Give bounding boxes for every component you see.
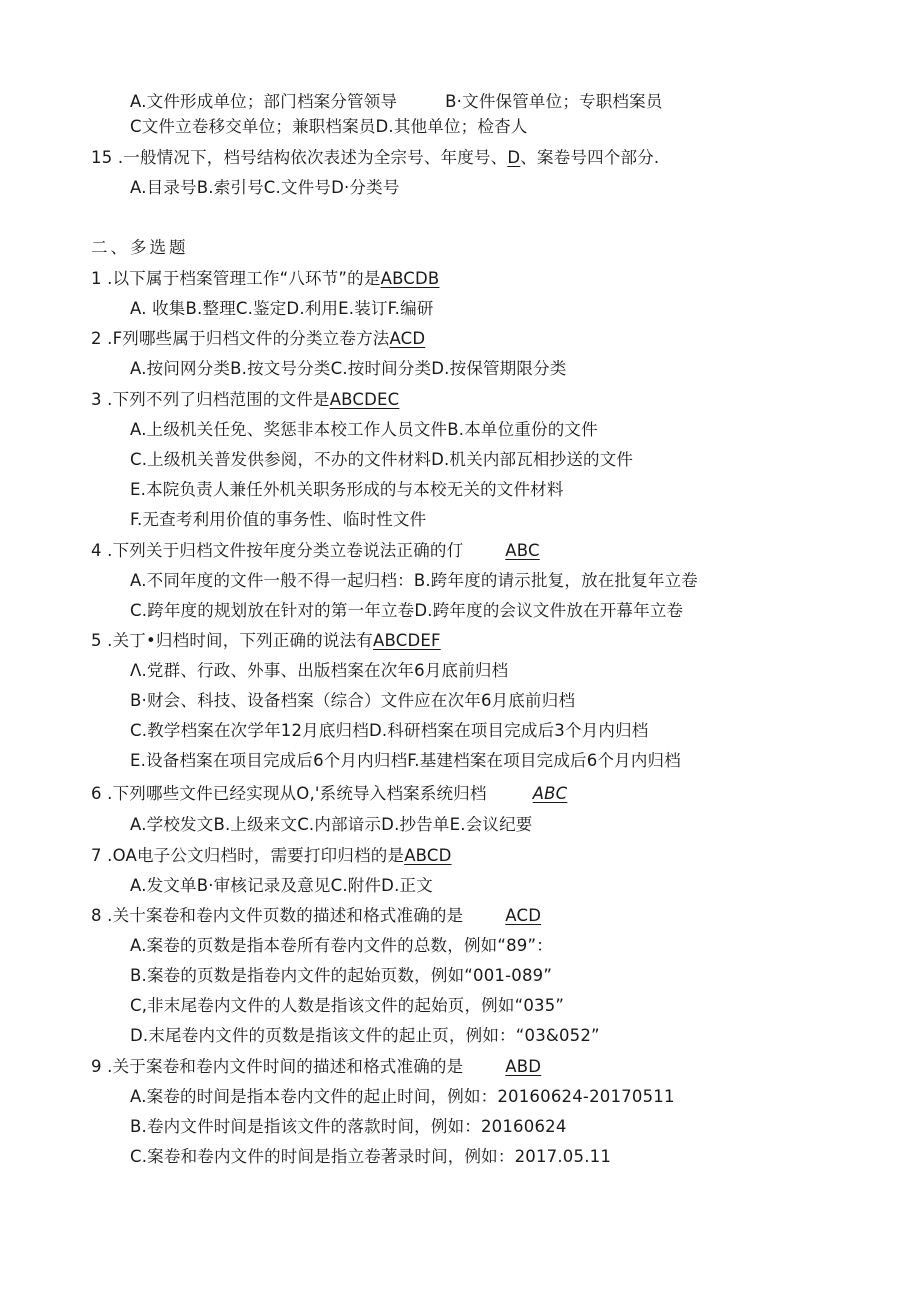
question-stem: 6 .下列哪些文件已经实现从O,'系统导入档案系统归档 [91, 784, 487, 803]
question-4 [91, 540, 540, 562]
question-stem: 9 .关于案卷和卷内文件时间的描述和格式准确的是 [91, 1057, 464, 1076]
option-line: B.卷内文件时间是指该文件的落款时间，例如：20160624 [130, 1117, 567, 1136]
answer-key: ABCDEC [329, 390, 400, 409]
option-line: C.上级机关普发供参阅，不办的文件材料D.机关内部瓦相抄送的文件 [130, 450, 634, 469]
option-line: A.案卷的时间是指本卷内文件的起止时间，例如：20160624-20170511 [130, 1087, 675, 1106]
answer-key: ABCD [404, 846, 452, 865]
question-stem: 1 .以下属于档案管理工作“八环节”的是 [91, 269, 381, 288]
answer-key: ABCDB [380, 269, 440, 288]
question-15 [91, 147, 659, 169]
section-title: 二、多选题 [91, 238, 189, 257]
question-5 [91, 630, 441, 652]
option-line: A. 收集B.整理C.鉴定D.利用E.装订F.编研 [130, 299, 434, 318]
question-stem: 3 .下列不列了归档范围的文件是 [91, 390, 330, 409]
option-text: A.文件形成单位；部门档案分管领导 [130, 92, 398, 111]
option-line: A.上级机关任免、奖惩非本校工作人员文件B.本单位重份的文件 [130, 420, 598, 439]
answer-key: ACD [505, 906, 542, 925]
option-line: A.学校发文B.上级来文C.内部谙示D.抄告单E.会议纪要 [130, 815, 533, 834]
option-line: E.设备档案在项目完成后6个月内归档F.基建档案在项目完成后6个月内归档 [130, 751, 681, 770]
option-line: A.不同年度的文件一般不得一起归档：B.跨年度的请示批复，放在批复年立卷 [130, 571, 699, 590]
question-1 [91, 268, 439, 290]
option-line: Λ.党群、行政、外事、出版档案在次年6月底前归档 [130, 661, 509, 680]
option-line: D.末尾卷内文件的页数是指该文件的起止页，例如：“03&052” [130, 1026, 600, 1045]
question-stem: 5 .关丁•归档时间，下列正确的说法有 [91, 631, 374, 650]
option-line: A.目录号B.索引号C.文件号D·分类号 [130, 178, 400, 197]
option-line: C.跨年度的规划放在针对的第一年立卷D.跨年度的会议文件放在开幕年立卷 [130, 601, 684, 620]
option-line: C.教学档案在次学年12月底归档D.科研档案在项目完成后3个月内归档 [130, 721, 649, 740]
question-stem: 15 .一般情况下，档号结构依次表述为全宗号、年度号、 [91, 148, 508, 167]
answer-key: ABCDEF [373, 631, 441, 650]
question-3 [91, 389, 399, 411]
question-stem: 4 .下列关于归档文件按年度分类立卷说法正确的仃 [91, 541, 464, 560]
answer-key: ACD [389, 329, 426, 348]
option-line: B.案卷的页数是指卷内文件的起始页数，例如“001-089” [130, 966, 553, 985]
option-line: A.案卷的页数是指本卷所有卷内文件的总数，例如“89”： [130, 936, 553, 955]
answer-key: D [507, 148, 521, 167]
question-7 [91, 845, 452, 867]
question-9 [91, 1056, 541, 1078]
question-8 [91, 905, 541, 927]
answer-key: ABC [532, 784, 568, 803]
option-line: C,非末尾卷内文件的人数是指该文件的起始页，例如“035” [130, 996, 565, 1015]
option-line: E.本院负责人兼任外机关职务形成的与本校无关的文件材料 [130, 480, 564, 499]
question-stem: 7 .OA电子公文归档时，需要打印归档的是 [91, 846, 405, 865]
option-line: B·财会、科技、设备档案（综合）文件应在次年6月底前归档 [130, 691, 576, 710]
option-text: B·文件保管单位；专职档案员 [445, 92, 663, 111]
option-line [130, 91, 663, 113]
option-line: A.按问网分类B.按文号分类C.按时间分类D.按保管期限分类 [130, 359, 567, 378]
question-2 [91, 328, 425, 350]
option-line: C文件立卷移交单位；兼职档案员D.其他单位；检杳人 [130, 117, 528, 136]
question-stem: 、案卷号四个部分. [520, 148, 660, 167]
option-line: F.无查考利用价值的事务性、临时性文件 [130, 510, 427, 529]
option-line: C.案卷和卷内文件的时间是指立卷著录时间，例如：2017.05.11 [130, 1147, 612, 1166]
option-line: A.发文单B·审核记录及意见C.附件D.正文 [130, 876, 433, 895]
question-stem: 8 .关十案卷和卷内文件页数的描述和格式准确的是 [91, 906, 464, 925]
answer-key: ABC [505, 541, 540, 560]
answer-key: ABD [505, 1057, 542, 1076]
question-stem: 2 .F列哪些属于归档文件的分类立卷方法 [91, 329, 390, 348]
question-6 [91, 783, 567, 805]
